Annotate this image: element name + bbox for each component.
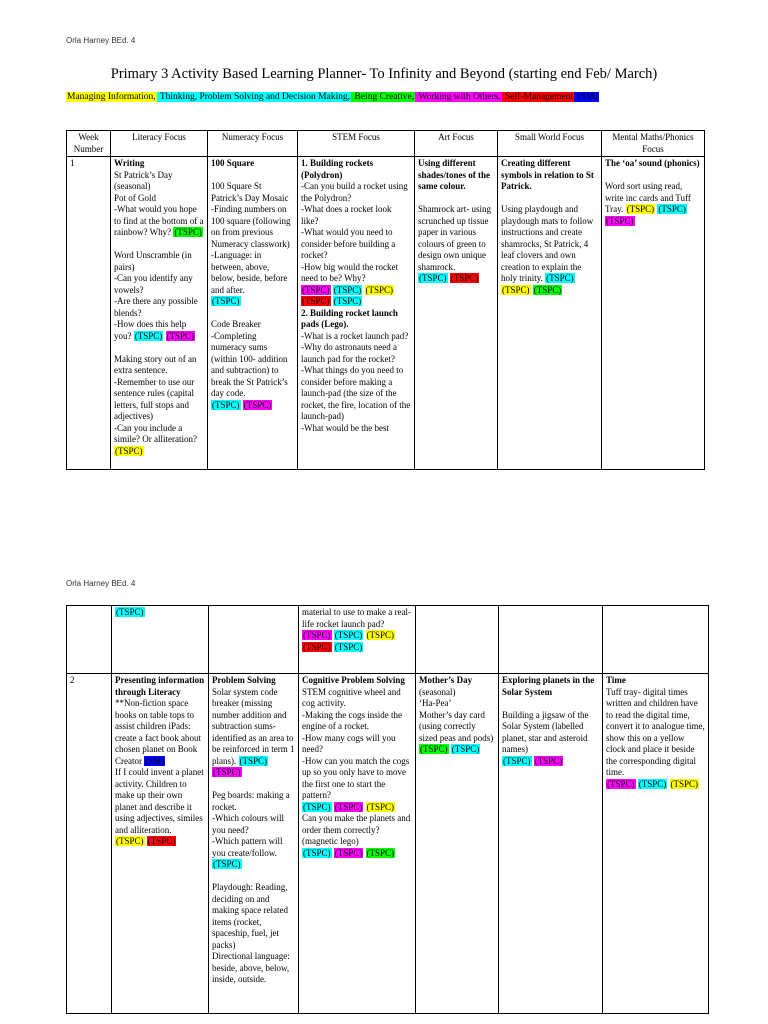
week-number: 2 bbox=[67, 674, 112, 1014]
skill-tag: (TSPC) bbox=[302, 284, 330, 295]
stem-title-rockets: 1. Building rockets (Polydron) bbox=[301, 158, 374, 180]
page-title: Primary 3 Activity Based Learning Planner- To Infinity and Beyond (starting end Feb/ March) bbox=[110, 66, 658, 82]
skill-tag: (TSPC) bbox=[243, 399, 272, 410]
skill-tag: (TSPC) bbox=[658, 204, 686, 214]
numeracy-title: Problem Solving bbox=[212, 675, 276, 685]
stem-line: -What is a rocket launch pad? bbox=[301, 330, 409, 341]
skill-tag: (TSPC) bbox=[334, 630, 363, 640]
skill-tag: (TSPC) bbox=[166, 330, 195, 341]
legend-thinking: Thinking, Problem Solving and Decision Making, bbox=[157, 92, 351, 102]
art-cell-continued bbox=[416, 606, 499, 674]
literacy-line: -Are there any possible blends? bbox=[114, 296, 198, 318]
literacy-line: Word Unscramble (in pairs) bbox=[114, 250, 192, 272]
mental-maths-text: Tuff tray- digital times written and children have to read the digital time, convert it to analogue time, show this on a yellow clock and place it beside the corresponding digital time. bbox=[606, 686, 705, 777]
stem-line: -How big would the rocket need to be? Why? bbox=[301, 261, 398, 283]
skill-tag: (TSPC) bbox=[213, 767, 241, 777]
numeracy-cell bbox=[208, 157, 298, 470]
legend-managing-information: Managing Information, bbox=[67, 92, 156, 102]
stem-line: -What would be the best bbox=[301, 422, 389, 433]
literacy-cell-continued bbox=[112, 606, 209, 674]
stem-line: -How can you match the cogs up so you only have to move the first one to start the pattern? bbox=[302, 755, 410, 800]
table-row-continuation bbox=[67, 606, 709, 674]
art-text: Shamrock art- using scrunched up tissue paper in various colours of green to design own unique shamrock. bbox=[418, 204, 491, 272]
skill-tag: (TSPC) bbox=[450, 273, 479, 283]
skill-tag: (TSPC) bbox=[115, 445, 143, 456]
literacy-text: If I could invent a planet activity. Children to make up their own planet and describe it using adjectives, similes and alliteration. bbox=[115, 767, 204, 835]
table-row-week2 bbox=[67, 674, 709, 1014]
author-name: Orla Harney BEd. 4 bbox=[66, 36, 136, 45]
skill-tag: (TSPC) bbox=[607, 778, 635, 789]
skill-tag: (TSPC) bbox=[303, 801, 331, 812]
skill-tag: (TSPC) bbox=[212, 296, 240, 306]
small-world-cell bbox=[499, 674, 603, 1014]
small-world-cell bbox=[498, 157, 602, 470]
mental-maths-cell-continued bbox=[603, 606, 709, 674]
numeracy-line: Code Breaker bbox=[211, 319, 261, 329]
literacy-title: Writing bbox=[114, 158, 145, 168]
stem-line: -Making the cogs inside the engine of a rocket. bbox=[302, 709, 402, 731]
skill-tag: (TSPC) bbox=[303, 847, 331, 858]
skill-tag: (SM) bbox=[145, 755, 165, 766]
header-small-world: Small World Focus bbox=[498, 131, 602, 157]
skill-tag: (TSPC) bbox=[365, 284, 394, 295]
skills-legend bbox=[66, 91, 599, 103]
small-world-title: Creating different symbols in relation to St Patrick. bbox=[501, 158, 594, 191]
author-name: Orla Harney BEd. 4 bbox=[66, 579, 136, 588]
planner-table-week1 bbox=[66, 130, 705, 470]
numeracy-line: -Which colours will you need? bbox=[212, 813, 284, 835]
skill-tag: (TSPC) bbox=[147, 836, 176, 846]
skill-tag: (TSPC) bbox=[533, 284, 562, 295]
skill-tag: (TSPC) bbox=[670, 778, 699, 789]
table-header-row bbox=[67, 131, 705, 157]
literacy-line: -Remember to use our sentence rules (capital letters, full stops and adjectives) bbox=[114, 376, 195, 421]
header-stem: STEM Focus bbox=[298, 131, 415, 157]
mental-maths-cell bbox=[603, 674, 709, 1014]
art-line: ‘Ha-Pea’ bbox=[419, 698, 452, 708]
mental-maths-text: Word sort using read, write inc cards and Tuff Tray. bbox=[605, 181, 691, 214]
mental-maths-title: Time bbox=[606, 675, 626, 685]
skill-tag: (TSPC) bbox=[534, 755, 563, 766]
literacy-line: -Can you identify any vowels? bbox=[114, 273, 193, 295]
literacy-cell bbox=[111, 157, 208, 470]
stem-title: Cognitive Problem Solving bbox=[302, 675, 405, 685]
skill-tag: (TSPC) bbox=[239, 755, 268, 766]
skill-tag: (TSPC) bbox=[503, 755, 531, 766]
numeracy-text: Solar system code breaker (missing number addition and subtraction sums- identified as an area to be reinforced in term 1 plans). bbox=[212, 686, 295, 766]
skill-tag: (TSPC) bbox=[303, 641, 331, 652]
small-world-title: Exploring planets in the Solar System bbox=[502, 675, 595, 697]
numeracy-line: -Language: in between, above, below, beside, before and after. bbox=[211, 250, 288, 295]
skill-tag: (TSPC) bbox=[638, 778, 667, 789]
planner-table-week2 bbox=[66, 605, 709, 1014]
table-row-week1 bbox=[67, 157, 705, 470]
stem-text: Can you make the planets and order them correctly? (magnetic lego) bbox=[302, 813, 411, 846]
numeracy-cell-continued bbox=[209, 606, 299, 674]
literacy-line: -What would you hope to find at the bottom of a rainbow? Why? bbox=[114, 204, 204, 237]
numeracy-cell bbox=[209, 674, 299, 1014]
stem-line: STEM cognitive wheel and cog activity. bbox=[302, 686, 401, 708]
art-line: (seasonal) bbox=[419, 686, 456, 697]
legend-being-creative: Being Creative, bbox=[352, 92, 415, 102]
stem-line: -How many cogs will you need? bbox=[302, 732, 396, 754]
skill-tag: (TSPC) bbox=[451, 744, 480, 754]
art-cell bbox=[416, 674, 499, 1014]
literacy-title: Presenting information through Literacy bbox=[115, 675, 205, 697]
skill-tag: (TSPC) bbox=[212, 399, 240, 410]
literacy-line: -Can you include a simile? Or alliteration? bbox=[114, 422, 197, 444]
numeracy-line: -Which pattern will you create/follow. bbox=[212, 836, 283, 858]
skill-tag: (TSPC) bbox=[546, 273, 574, 283]
skill-tag: (TSPC) bbox=[116, 836, 144, 846]
stem-line: -What does a rocket look like? bbox=[301, 204, 392, 226]
header-mental-maths: Mental Maths/Phonics Focus bbox=[602, 131, 705, 157]
mental-maths-cell bbox=[602, 157, 705, 470]
art-line: Mother’s day card (using correctly sized peas and pods) bbox=[419, 709, 494, 743]
skill-tag: (TSPC) bbox=[420, 744, 448, 754]
skill-tag: (TSPC) bbox=[303, 630, 331, 640]
header-week-number: Week Number bbox=[67, 131, 111, 157]
header-literacy: Literacy Focus bbox=[111, 131, 208, 157]
week-number: 1 bbox=[67, 157, 111, 470]
literacy-line: Pot of Gold bbox=[114, 192, 157, 203]
skill-tag: (TSPC) bbox=[333, 284, 362, 295]
legend-self-management: Self-Management bbox=[502, 92, 574, 102]
skill-tag: (TSPC) bbox=[606, 215, 634, 226]
numeracy-line: Playdough: Reading, deciding on and making space related items (rocket, spaceship, fuel, jet packs) bbox=[212, 882, 288, 950]
stem-cell bbox=[299, 674, 416, 1014]
small-world-cell-continued bbox=[499, 606, 603, 674]
art-title: Using different shades/tones of the same colour. bbox=[418, 158, 491, 191]
legend-working-with-others: Working with Others, bbox=[416, 92, 501, 102]
literacy-text: **Non-fiction space books on table tops to assist children iPads: create a fact book about chosen planet on Book Creator bbox=[115, 698, 201, 766]
numeracy-line: -Completing numeracy sums (within 100- addition and subtraction) to break the St Patrick’s day code. bbox=[211, 330, 288, 398]
skill-tag: (TSPC) bbox=[302, 296, 330, 306]
stem-line: -What would you need to consider before building a rocket? bbox=[301, 227, 396, 260]
stem-line: -Why do astronauts need a launch pad for the rocket? bbox=[301, 342, 397, 364]
skill-tag: (TSPC) bbox=[213, 859, 241, 869]
small-world-text: Building a jigsaw of the Solar System (labelled planet, star and asteroid names) bbox=[502, 709, 589, 754]
legend-sm: (SM) bbox=[575, 92, 598, 102]
stem-line: -What things do you need to consider before making a launch-pad (the size of the rocket, the fire, location of the launch-pad) bbox=[301, 365, 411, 421]
skill-tag: (TSPC) bbox=[174, 227, 202, 237]
numeracy-title: 100 Square bbox=[211, 158, 255, 168]
skill-tag: (TSPC) bbox=[366, 847, 395, 858]
literacy-cell bbox=[112, 674, 209, 1014]
literacy-line: St Patrick’s Day (seasonal) bbox=[114, 169, 173, 191]
stem-line: -Can you build a rocket using the Polydron? bbox=[301, 181, 408, 203]
stem-cell-continued bbox=[299, 606, 416, 674]
small-world-text: Using playdough and playdough mats to follow instructions and create shamrocks, St Patrick, 4 leaf clovers and own creation to explain the holy trinity. bbox=[501, 204, 594, 283]
header-art: Art Focus bbox=[415, 131, 498, 157]
skill-tag: (TSPC) bbox=[334, 801, 363, 812]
skill-tag: (TSPC) bbox=[116, 607, 144, 617]
skill-tag: (TSPC) bbox=[333, 296, 362, 306]
stem-line: material to use to make a real-life rocket launch pad? bbox=[302, 607, 411, 629]
numeracy-line: Peg boards: making a rocket. bbox=[212, 790, 290, 812]
mental-maths-title: The ‘oa’ sound (phonics) bbox=[605, 158, 700, 168]
skill-tag: (TSPC) bbox=[419, 273, 447, 283]
skill-tag: (TSPC) bbox=[334, 847, 363, 858]
skill-tag: (TSPC) bbox=[366, 801, 395, 812]
header-numeracy: Numeracy Focus bbox=[208, 131, 298, 157]
skill-tag: (TSPC) bbox=[502, 284, 530, 295]
skill-tag: (TSPC) bbox=[134, 330, 163, 341]
art-cell bbox=[415, 157, 498, 470]
numeracy-line: 100 Square St Patrick’s Day Mosaic bbox=[211, 181, 289, 203]
skill-tag: (TSPC) bbox=[334, 641, 363, 652]
skill-tag: (TSPC) bbox=[366, 630, 395, 640]
literacy-line: -How does this help you? bbox=[114, 319, 187, 341]
week-number-continued bbox=[67, 606, 112, 674]
literacy-line: Making story out of an extra sentence. bbox=[114, 353, 197, 375]
numeracy-line: Directional language: beside, above, below, inside, outside. bbox=[212, 951, 290, 984]
art-title: Mother’s Day bbox=[419, 675, 473, 685]
skill-tag: (TSPC) bbox=[626, 204, 655, 214]
stem-title-launch-pads: 2. Building rocket launch pads (Lego). bbox=[301, 307, 398, 329]
stem-cell bbox=[298, 157, 415, 470]
numeracy-line: -Finding numbers on 100 square (following on from previous Numeracy classwork) bbox=[211, 204, 291, 249]
